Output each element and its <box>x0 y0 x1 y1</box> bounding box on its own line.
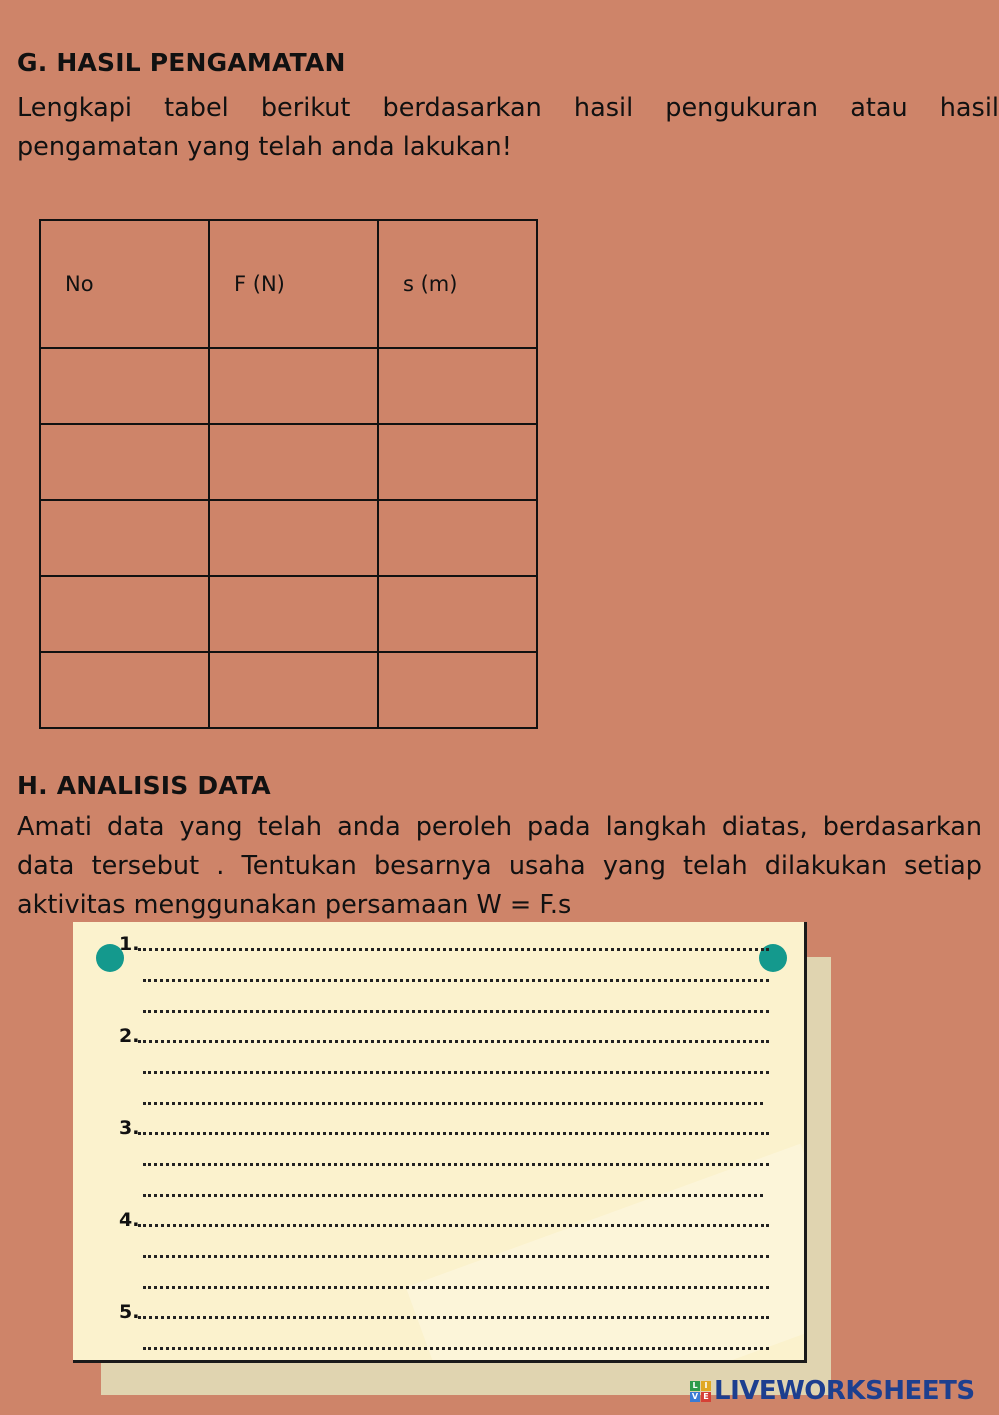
section-h-instruction: Amati data yang telah anda peroleh pada langkah diatas, berdasarkan data tersebut . Tentukan besarnya usaha yang telah dilakukan setiap aktivitas menggunakan persamaan W = F.s <box>17 812 982 920</box>
answer-number-4: 4. <box>119 1209 140 1231</box>
answer-line-1a[interactable] <box>138 948 769 951</box>
answer-line-4a[interactable] <box>138 1224 769 1227</box>
section-h-heading: H. ANALISIS DATA <box>17 771 271 800</box>
liveworksheets-logo <box>690 1374 975 1408</box>
table-row <box>40 348 537 424</box>
header-cell-force: F (N) <box>209 220 378 348</box>
table-cell-input[interactable] <box>378 348 537 424</box>
table-cell-input[interactable] <box>209 424 378 500</box>
answer-line-3c[interactable] <box>143 1194 763 1197</box>
table-row <box>40 424 537 500</box>
section-g-instruction: Lengkapi tabel berikut berdasarkan hasil pengukuran atau hasil pengamatan yang telah anda lakukan! <box>17 93 999 162</box>
header-cell-no: No <box>40 220 209 348</box>
table-row <box>40 500 537 576</box>
section-g-heading: G. HASIL PENGAMATAN <box>17 48 346 77</box>
brand-name: LIVEWORKSHEETS <box>714 1376 975 1406</box>
liveworksheets-logo-icon: L I V E <box>690 1381 711 1402</box>
answer-number-2: 2. <box>119 1025 140 1047</box>
table-cell-input[interactable] <box>378 576 537 652</box>
answer-line-2c[interactable] <box>143 1102 763 1105</box>
answer-number-1: 1. <box>119 933 140 955</box>
table-row <box>40 576 537 652</box>
table-cell-input[interactable] <box>40 348 209 424</box>
table-cell-input[interactable] <box>40 652 209 728</box>
table-cell-input[interactable] <box>40 576 209 652</box>
answer-number-3: 3. <box>119 1117 140 1139</box>
table-cell-input[interactable] <box>209 348 378 424</box>
table-cell-input[interactable] <box>209 576 378 652</box>
observation-table <box>39 219 538 729</box>
table-cell-input[interactable] <box>378 424 537 500</box>
answer-line-4c[interactable] <box>143 1286 769 1289</box>
answer-number-5: 5. <box>119 1301 140 1323</box>
answer-line-1c[interactable] <box>143 1010 769 1013</box>
table-row <box>40 652 537 728</box>
table-cell-input[interactable] <box>40 500 209 576</box>
header-cell-distance: s (m) <box>378 220 537 348</box>
table-cell-input[interactable] <box>40 424 209 500</box>
answer-line-3b[interactable] <box>143 1163 769 1166</box>
answer-line-2a[interactable] <box>138 1040 769 1043</box>
answer-line-4b[interactable] <box>143 1255 769 1258</box>
answer-line-3a[interactable] <box>138 1132 769 1135</box>
answer-line-5b[interactable] <box>143 1347 769 1350</box>
answer-line-5a[interactable] <box>138 1316 769 1319</box>
table-cell-input[interactable] <box>378 652 537 728</box>
answer-line-2b[interactable] <box>143 1071 769 1074</box>
table-cell-input[interactable] <box>378 500 537 576</box>
table-cell-input[interactable] <box>209 500 378 576</box>
table-header-row <box>40 220 537 348</box>
answer-paper <box>73 922 807 1363</box>
answer-line-1b[interactable] <box>143 979 769 982</box>
table-cell-input[interactable] <box>209 652 378 728</box>
